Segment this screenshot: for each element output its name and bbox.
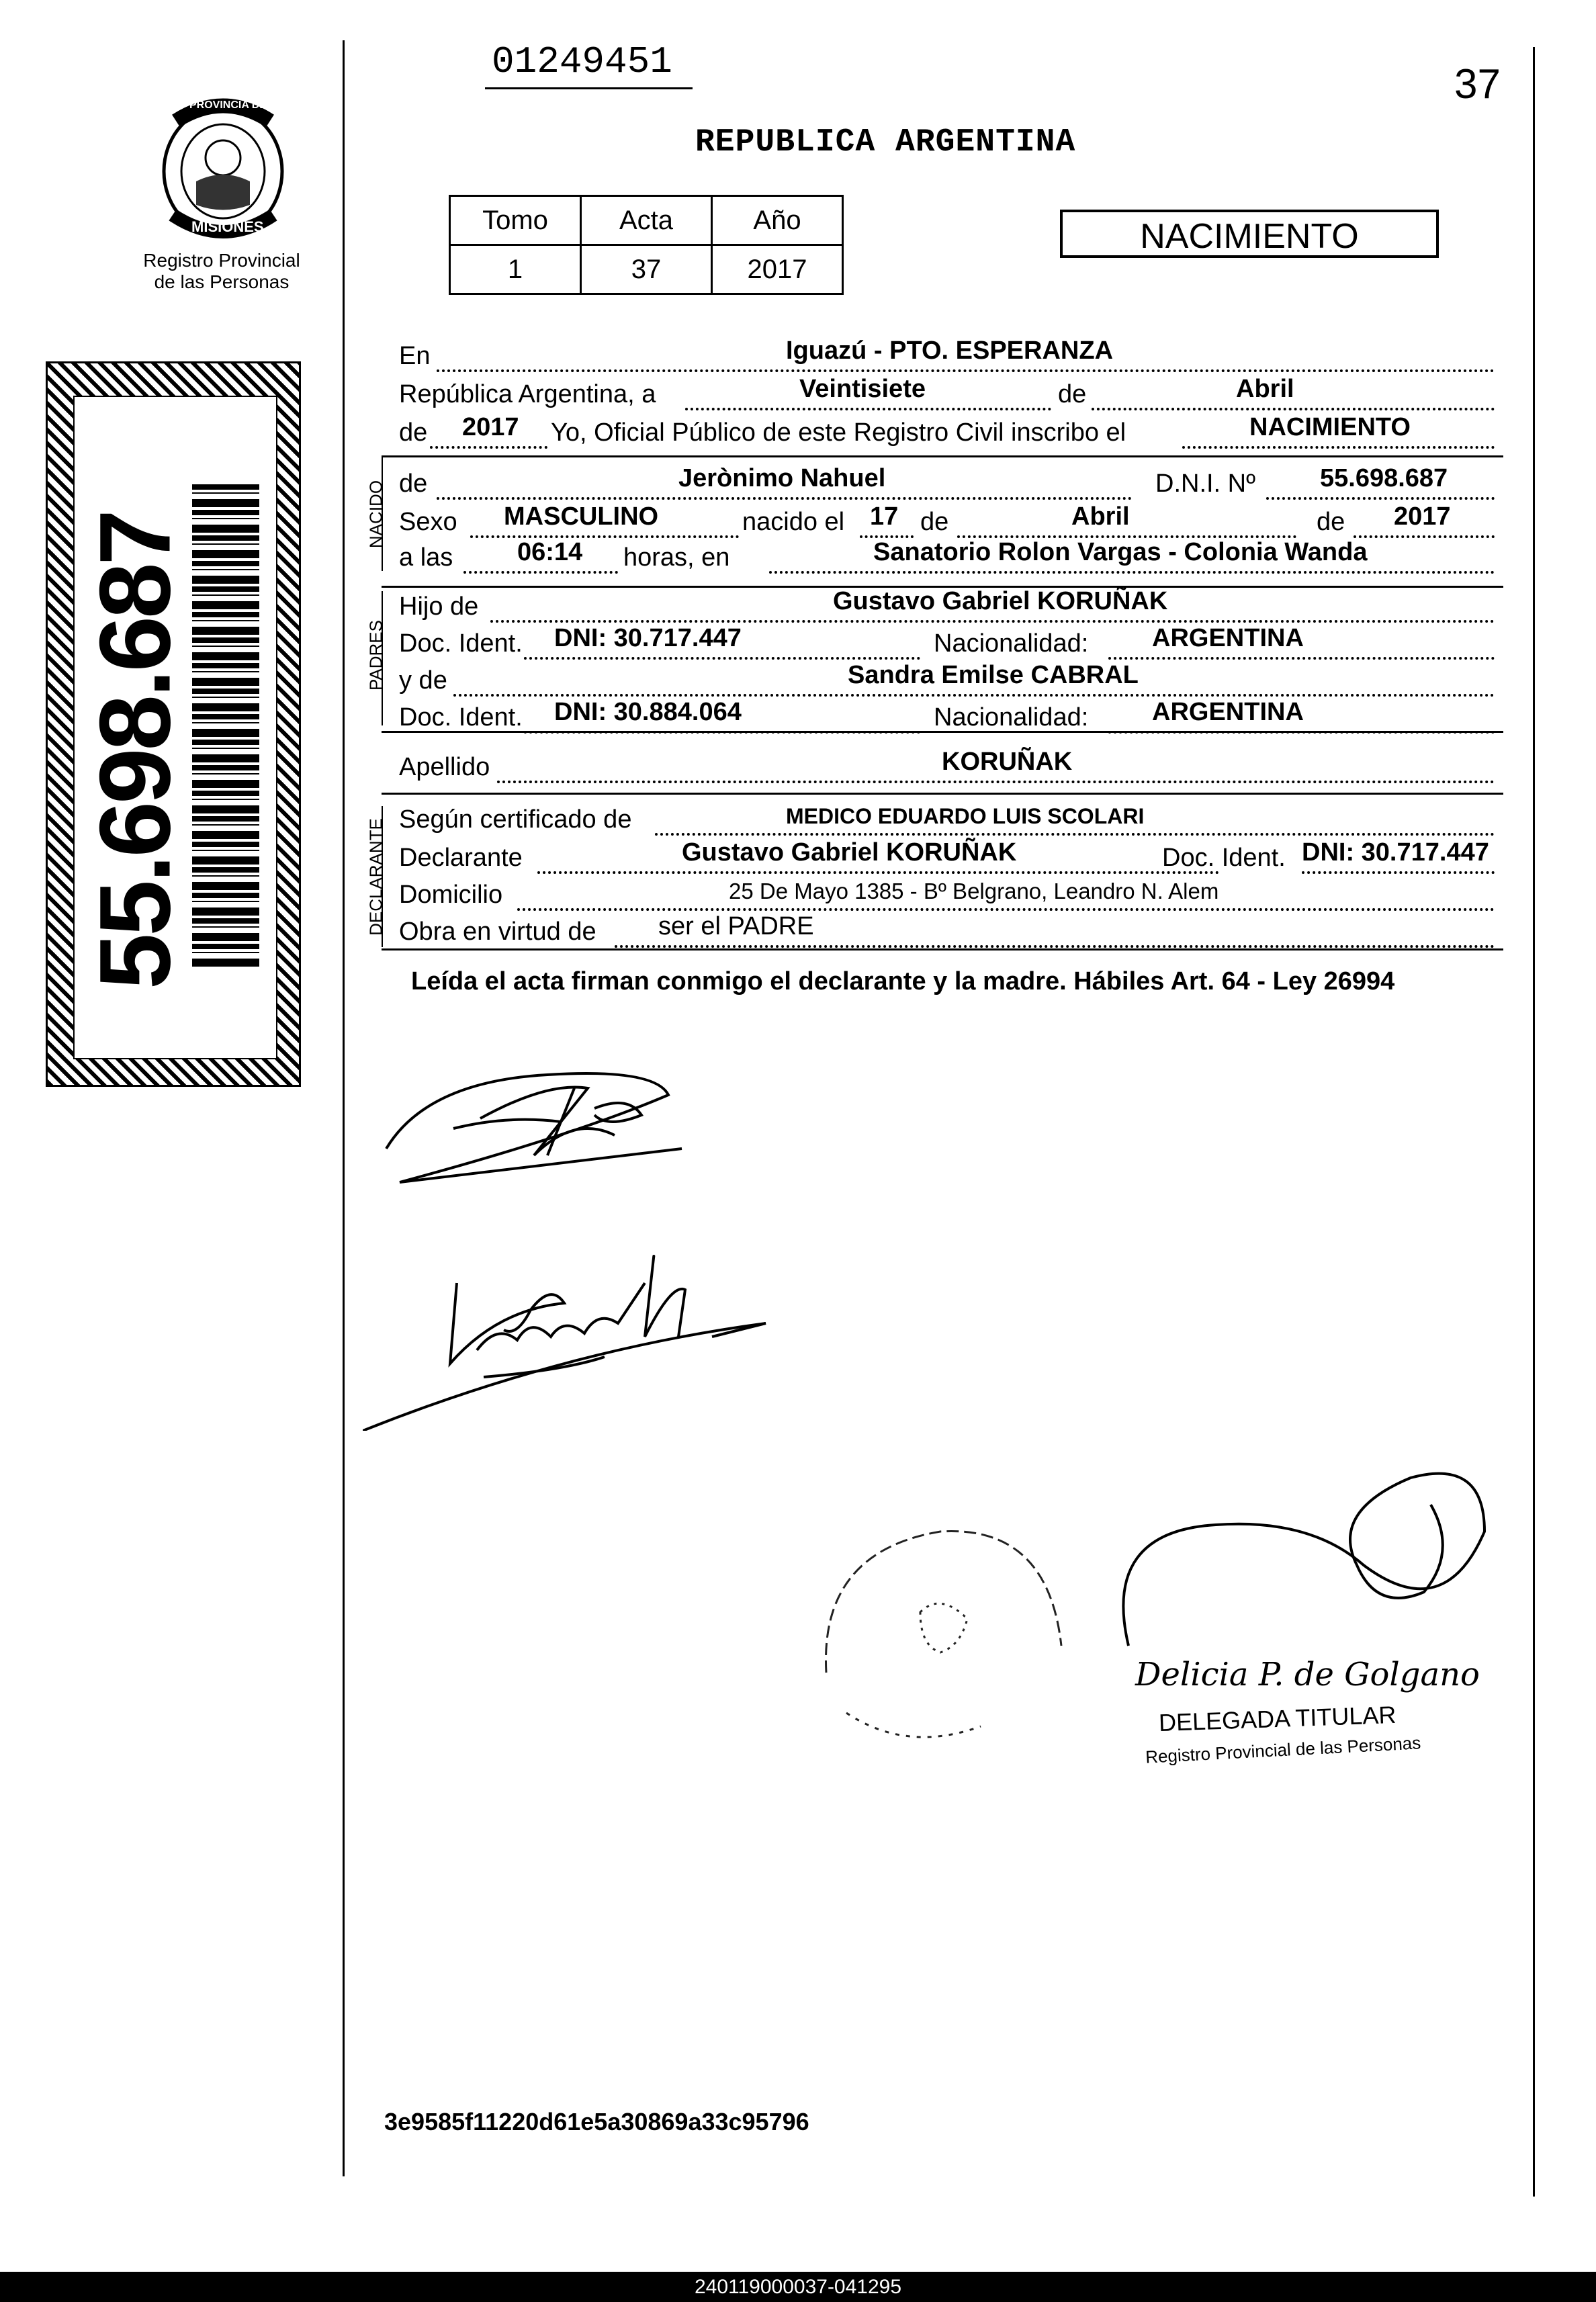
declarant-signature xyxy=(373,1055,749,1189)
footer-bar xyxy=(0,2272,1596,2302)
father-nat: ARGENTINA xyxy=(1152,624,1304,652)
acta-header: Acta xyxy=(581,196,712,245)
anio-value: 2017 xyxy=(712,245,843,294)
delegate-signature: Delicia P. de Golgano xyxy=(1135,1656,1480,1693)
tomo-header: Tomo xyxy=(450,196,581,245)
month-value: Abril xyxy=(1236,375,1294,403)
doc-label: Doc. Ident. xyxy=(399,629,523,658)
row-father-doc xyxy=(396,623,1501,664)
row-apellido xyxy=(396,747,1501,787)
birth-place: Sanatorio Rolon Vargas - Colonia Wanda xyxy=(873,538,1368,566)
declarante-label: Declarante xyxy=(399,844,523,872)
de-label-2: de xyxy=(399,418,428,447)
birth-day: 17 xyxy=(870,502,899,531)
obra-label: Obra en virtud de xyxy=(399,918,596,946)
dots xyxy=(685,408,1051,410)
dots xyxy=(1182,446,1495,449)
page-number: 37 xyxy=(1454,61,1501,107)
row-father xyxy=(396,586,1501,627)
dni-label: D.N.I. Nº xyxy=(1155,470,1255,498)
dots xyxy=(1092,408,1495,410)
child-name: Jerònimo Nahuel xyxy=(678,464,886,492)
father-doc: DNI: 30.717.447 xyxy=(554,624,742,652)
label-padres: PADRES xyxy=(365,620,386,691)
dots xyxy=(437,369,1495,372)
apellido-label: Apellido xyxy=(399,753,490,781)
separator-1 xyxy=(382,455,1503,457)
domicilio-label: Domicilio xyxy=(399,881,503,909)
logo-text-top: PROVINCIA DE xyxy=(189,99,267,111)
row-republica xyxy=(396,374,1501,414)
day-value: Veintisiete xyxy=(799,375,926,403)
dni-sticker-number: 55.698.687 xyxy=(78,512,191,989)
de-label-4: de xyxy=(1317,508,1345,536)
dots xyxy=(524,731,920,734)
dots xyxy=(437,497,1132,500)
de-label-3: de xyxy=(920,508,949,536)
mother-name: Sandra Emilse CABRAL xyxy=(848,661,1139,689)
barcode-inner xyxy=(73,396,277,1059)
logo-text-bottom: MISIONES xyxy=(191,218,264,235)
row-declarante xyxy=(396,838,1501,878)
registry-name-line-2: de las Personas xyxy=(154,271,290,292)
delegate-registry: Registro Provincial de las Personas xyxy=(1145,1732,1421,1767)
en-label: En xyxy=(399,342,431,370)
domicilio-value: 25 De Mayo 1385 - Bº Belgrano, Leandro N. Alem xyxy=(729,879,1219,903)
dots xyxy=(490,620,1495,623)
left-margin-line xyxy=(343,40,345,2176)
year-value: 2017 xyxy=(462,413,519,441)
obra-value: ser el PADRE xyxy=(658,912,814,940)
dots xyxy=(537,871,1219,874)
dots xyxy=(615,945,1495,948)
row-en xyxy=(396,336,1501,376)
dots xyxy=(769,571,1495,574)
mother-nat: ARGENTINA xyxy=(1152,698,1304,726)
yde-label: y de xyxy=(399,666,447,695)
barcode-sticker xyxy=(46,361,301,1087)
row-yo xyxy=(396,412,1501,453)
separator-4 xyxy=(382,793,1503,795)
nac-label: Nacionalidad: xyxy=(934,629,1089,658)
doc-label-2: Doc. Ident. xyxy=(399,703,523,732)
dots xyxy=(463,571,618,574)
birth-year: 2017 xyxy=(1394,502,1451,531)
dots xyxy=(1108,731,1495,734)
label-nacido: NACIDO xyxy=(365,480,386,549)
row-certificado xyxy=(396,799,1501,840)
document-hash: 3e9585f11220d61e5a30869a33c95796 xyxy=(384,2108,809,2135)
apellido-value: KORUÑAK xyxy=(942,748,1073,776)
registry-name-line-1: Registro Provincial xyxy=(143,250,300,271)
row-mother xyxy=(396,660,1501,701)
row-domicilio xyxy=(396,875,1501,915)
sexo-label: Sexo xyxy=(399,508,457,536)
registry-name xyxy=(121,250,322,293)
sexo-value: MASCULINO xyxy=(504,502,659,531)
dots xyxy=(1302,871,1495,874)
horas-label: horas, en xyxy=(623,543,730,572)
inscribo-value: NACIMIENTO xyxy=(1249,413,1411,441)
father-name: Gustavo Gabriel KORUÑAK xyxy=(833,587,1168,615)
yo-label: Yo, Oficial Público de este Registro Civil inscribo el xyxy=(551,418,1126,447)
official-seal xyxy=(806,1511,1075,1767)
row-hora xyxy=(396,537,1501,578)
acta-value: 37 xyxy=(581,245,712,294)
dots xyxy=(655,833,1495,836)
birth-month: Abril xyxy=(1071,502,1130,531)
de-name-label: de xyxy=(399,470,428,498)
dots xyxy=(430,446,547,449)
row-name xyxy=(396,463,1501,504)
child-dni: 55.698.687 xyxy=(1320,464,1448,492)
doc-label-3: Doc. Ident. xyxy=(1162,844,1286,872)
nac-label-2: Nacionalidad: xyxy=(934,703,1089,732)
mother-signature xyxy=(363,1202,833,1431)
row-obra xyxy=(396,912,1501,952)
dots xyxy=(1266,497,1495,500)
birth-time: 06:14 xyxy=(517,538,583,566)
mother-doc: DNI: 30.884.064 xyxy=(554,698,742,726)
nacido-label: nacido el xyxy=(742,508,845,536)
tomo-value: 1 xyxy=(450,245,581,294)
segun-label: Según certificado de xyxy=(399,805,632,834)
dots xyxy=(524,657,920,660)
row-sexo xyxy=(396,502,1501,542)
republica-label: República Argentina, a xyxy=(399,380,656,408)
tomo-table xyxy=(449,195,844,295)
act-type-box: NACIMIENTO xyxy=(1060,210,1439,258)
de-label: de xyxy=(1058,380,1087,408)
en-value: Iguazú - PTO. ESPERANZA xyxy=(786,337,1114,365)
declarante-doc: DNI: 30.717.447 xyxy=(1302,838,1489,867)
dots xyxy=(497,781,1495,783)
country-title: REPUBLICA ARGENTINA xyxy=(695,124,1076,161)
anio-header: Año xyxy=(712,196,843,245)
closing-text: Leída el acta firman conmigo el declarante y la madre. Hábiles Art. 64 - Ley 26994 xyxy=(411,967,1395,995)
declarante-value: Gustavo Gabriel KORUÑAK xyxy=(682,838,1017,867)
delegate-title: DELEGADA TITULAR xyxy=(1158,1700,1397,1737)
dots xyxy=(453,694,1495,697)
alas-label: a las xyxy=(399,543,453,572)
right-margin-line xyxy=(1533,47,1535,2197)
segun-value: MEDICO EDUARDO LUIS SCOLARI xyxy=(786,804,1145,828)
row-mother-doc xyxy=(396,697,1501,738)
delegate-signature-scribble xyxy=(1108,1451,1511,1673)
serial-number: 01249451 xyxy=(485,40,693,89)
barcode-bars xyxy=(192,484,259,968)
dots xyxy=(1108,657,1495,660)
dots xyxy=(517,908,1495,911)
hijo-label: Hijo de xyxy=(399,592,479,621)
footer-code: 240119000037-041295 xyxy=(694,2276,902,2298)
label-declarante: DECLARANTE xyxy=(365,818,386,936)
